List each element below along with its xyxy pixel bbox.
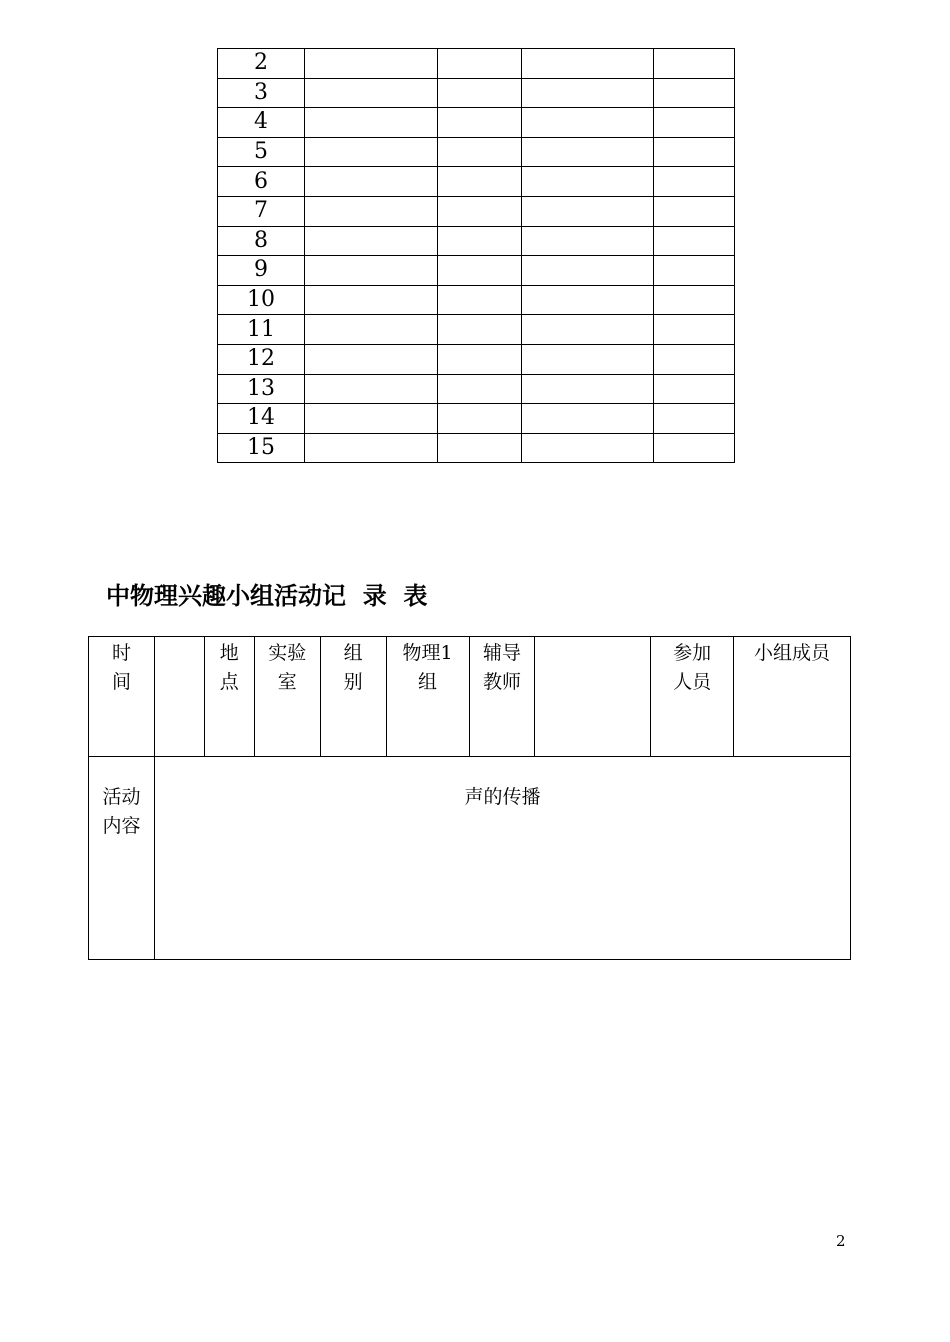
time-label: 时间 bbox=[111, 642, 131, 693]
roster-cell bbox=[305, 344, 438, 374]
roster-cell bbox=[654, 167, 735, 197]
teacher-value-cell bbox=[535, 637, 651, 757]
roster-cell bbox=[654, 256, 735, 286]
roster-row bbox=[218, 196, 735, 226]
roster-cell bbox=[522, 226, 654, 256]
roster-cell bbox=[305, 226, 438, 256]
roster-cell bbox=[438, 49, 522, 79]
roster-cell bbox=[305, 137, 438, 167]
location-label: 地点 bbox=[219, 642, 239, 693]
roster-cell bbox=[438, 315, 522, 345]
roster-row bbox=[218, 374, 735, 404]
roster-cell bbox=[522, 196, 654, 226]
participants-label: 参加人员 bbox=[673, 642, 712, 693]
roster-row bbox=[218, 167, 735, 197]
roster-cell bbox=[438, 226, 522, 256]
roster-cell bbox=[522, 78, 654, 108]
roster-cell bbox=[522, 404, 654, 434]
content-value: 声的传播 bbox=[464, 786, 541, 808]
roster-row-number: 3 bbox=[218, 78, 305, 108]
roster-row-number: 7 bbox=[218, 196, 305, 226]
roster-body bbox=[218, 49, 735, 463]
roster-cell bbox=[305, 78, 438, 108]
roster-cell bbox=[305, 285, 438, 315]
group-label-cell bbox=[320, 637, 386, 757]
roster-cell bbox=[522, 167, 654, 197]
roster-cell bbox=[438, 256, 522, 286]
roster-cell bbox=[654, 78, 735, 108]
group-label: 组别 bbox=[343, 642, 363, 693]
roster-cell bbox=[305, 404, 438, 434]
roster-cell bbox=[438, 344, 522, 374]
roster-row-number: 14 bbox=[218, 404, 305, 434]
roster-cell bbox=[305, 433, 438, 463]
roster-row bbox=[218, 315, 735, 345]
roster-cell bbox=[305, 167, 438, 197]
roster-cell bbox=[438, 78, 522, 108]
roster-row bbox=[218, 404, 735, 434]
roster-cell bbox=[438, 196, 522, 226]
teacher-label-cell bbox=[469, 637, 535, 757]
roster-row-number: 13 bbox=[218, 374, 305, 404]
roster-cell bbox=[305, 196, 438, 226]
roster-cell bbox=[654, 404, 735, 434]
roster-cell bbox=[438, 374, 522, 404]
location-label-cell bbox=[204, 637, 254, 757]
roster-cell bbox=[522, 433, 654, 463]
roster-cell bbox=[305, 256, 438, 286]
roster-row-number: 4 bbox=[218, 108, 305, 138]
group-value: 物理1组 bbox=[402, 642, 453, 693]
roster-cell bbox=[438, 108, 522, 138]
record-header-row bbox=[89, 637, 851, 757]
record-title: 中物理兴趣小组活动记 录 表 bbox=[106, 582, 428, 610]
roster-cell bbox=[522, 256, 654, 286]
time-value-cell bbox=[154, 637, 204, 757]
roster-row-number: 15 bbox=[218, 433, 305, 463]
roster-cell bbox=[522, 285, 654, 315]
participants-value-cell bbox=[734, 637, 851, 757]
roster-cell bbox=[654, 344, 735, 374]
roster-cell bbox=[438, 137, 522, 167]
participants-value: 小组成员 bbox=[754, 642, 831, 664]
roster-cell bbox=[654, 49, 735, 79]
roster-row-number: 2 bbox=[218, 49, 305, 79]
roster-row bbox=[218, 78, 735, 108]
roster-cell bbox=[522, 344, 654, 374]
time-label-cell bbox=[89, 637, 155, 757]
page-number: 2 bbox=[836, 1232, 846, 1250]
roster-cell bbox=[438, 433, 522, 463]
roster-row bbox=[218, 49, 735, 79]
roster-cell bbox=[654, 226, 735, 256]
roster-row bbox=[218, 344, 735, 374]
roster-cell bbox=[522, 374, 654, 404]
roster-cell bbox=[654, 374, 735, 404]
roster-cell bbox=[522, 315, 654, 345]
roster-cell bbox=[522, 137, 654, 167]
roster-row-number: 9 bbox=[218, 256, 305, 286]
roster-cell bbox=[522, 49, 654, 79]
participants-label-cell bbox=[651, 637, 734, 757]
group-value-cell bbox=[386, 637, 469, 757]
roster-cell bbox=[654, 108, 735, 138]
roster-cell bbox=[305, 108, 438, 138]
roster-cell bbox=[305, 374, 438, 404]
content-label-cell bbox=[89, 757, 155, 960]
activity-record-table bbox=[88, 636, 851, 960]
roster-cell bbox=[654, 433, 735, 463]
roster-cell bbox=[305, 49, 438, 79]
roster-row-number: 8 bbox=[218, 226, 305, 256]
roster-row-number: 11 bbox=[218, 315, 305, 345]
teacher-label: 辅导教师 bbox=[482, 642, 521, 693]
location-value-cell bbox=[254, 637, 320, 757]
roster-row-number: 12 bbox=[218, 344, 305, 374]
roster-cell bbox=[305, 315, 438, 345]
roster-row bbox=[218, 108, 735, 138]
roster-cell bbox=[654, 285, 735, 315]
roster-cell bbox=[438, 167, 522, 197]
roster-cell bbox=[654, 196, 735, 226]
roster-row bbox=[218, 285, 735, 315]
roster-row bbox=[218, 256, 735, 286]
roster-cell bbox=[438, 404, 522, 434]
content-value-cell bbox=[154, 757, 850, 960]
roster-row bbox=[218, 433, 735, 463]
roster-cell bbox=[438, 285, 522, 315]
roster-cell bbox=[654, 315, 735, 345]
record-content-row bbox=[89, 757, 851, 960]
roster-row bbox=[218, 226, 735, 256]
roster-table bbox=[217, 48, 735, 463]
content-label: 活动内容 bbox=[102, 786, 141, 837]
roster-row-number: 10 bbox=[218, 285, 305, 315]
roster-row bbox=[218, 137, 735, 167]
location-value: 实验室 bbox=[268, 642, 307, 693]
roster-cell bbox=[654, 137, 735, 167]
roster-row-number: 5 bbox=[218, 137, 305, 167]
roster-cell bbox=[522, 108, 654, 138]
roster-row-number: 6 bbox=[218, 167, 305, 197]
